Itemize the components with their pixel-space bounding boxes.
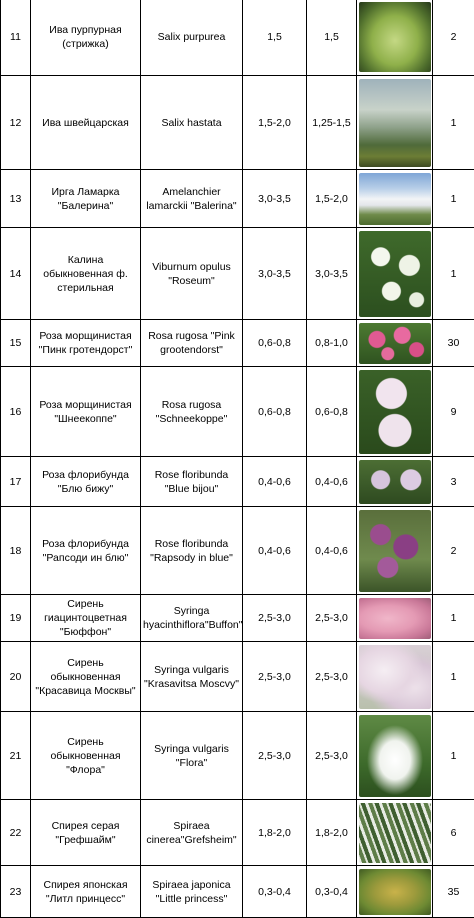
- width-value: 2,5-3,0: [307, 642, 357, 712]
- height-value: 1,5-2,0: [243, 76, 307, 170]
- height-value: 0,4-0,6: [243, 457, 307, 507]
- white-lilac-photo: [359, 715, 431, 797]
- quantity-value: 1: [433, 712, 474, 800]
- latin-name: Amelanchier lamarckii "Balerina": [141, 170, 243, 228]
- table-row: [1, 642, 474, 712]
- lilac-rose-photo: [359, 460, 431, 504]
- latin-name: Rosa rugosa "Pink grootendorst": [141, 320, 243, 367]
- russian-name: Роза флорибунда "Блю бижу": [31, 457, 141, 507]
- quantity-value: 1: [433, 76, 474, 170]
- width-value: 2,5-3,0: [307, 712, 357, 800]
- latin-name: Rose floribunda "Blue bijou": [141, 457, 243, 507]
- latin-name: Spiraea cinerea"Grefsheim": [141, 800, 243, 866]
- latin-name: Syringa hyacinthiflora"Buffon": [141, 595, 243, 642]
- row-number: 15: [1, 320, 31, 367]
- quantity-value: 30: [433, 320, 474, 367]
- height-value: 0,6-0,8: [243, 320, 307, 367]
- height-value: 1,5: [243, 0, 307, 76]
- green-shrub-photo: [359, 2, 431, 72]
- plant-photo-cell: [357, 367, 433, 457]
- height-value: 1,8-2,0: [243, 800, 307, 866]
- russian-name: Роза флорибунда "Рапсоди ин блю": [31, 507, 141, 595]
- table-row: [1, 228, 474, 320]
- plant-photo-cell: [357, 170, 433, 228]
- russian-name: Сирень гиацинтоцветная "Бюффон": [31, 595, 141, 642]
- russian-name: Роза морщинистая "Шнеекоппе": [31, 367, 141, 457]
- width-value: 0,4-0,6: [307, 457, 357, 507]
- russian-name: Сирень обыкновенная "Красавица Москвы": [31, 642, 141, 712]
- quantity-value: 1: [433, 642, 474, 712]
- width-value: 0,8-1,0: [307, 320, 357, 367]
- pale-lilac-photo: [359, 645, 431, 709]
- width-value: 2,5-3,0: [307, 595, 357, 642]
- plant-photo-cell: [357, 507, 433, 595]
- table-row: [1, 320, 474, 367]
- plant-photo-cell: [357, 712, 433, 800]
- plant-photo-cell: [357, 76, 433, 170]
- height-value: 0,3-0,4: [243, 866, 307, 918]
- plant-photo-cell: [357, 800, 433, 866]
- table-row: [1, 712, 474, 800]
- row-number: 20: [1, 642, 31, 712]
- quantity-value: 9: [433, 367, 474, 457]
- latin-name: Spiraea japonica "Little princess": [141, 866, 243, 918]
- plant-photo-cell: [357, 457, 433, 507]
- russian-name: Ива пурпурная (стрижка): [31, 0, 141, 76]
- table-row: [1, 595, 474, 642]
- width-value: 0,6-0,8: [307, 367, 357, 457]
- row-number: 11: [1, 0, 31, 76]
- row-number: 16: [1, 367, 31, 457]
- row-number: 13: [1, 170, 31, 228]
- quantity-value: 35: [433, 866, 474, 918]
- height-value: 3,0-3,5: [243, 228, 307, 320]
- plant-photo-cell: [357, 595, 433, 642]
- plant-photo-cell: [357, 866, 433, 918]
- width-value: 1,25-1,5: [307, 76, 357, 170]
- width-value: 0,3-0,4: [307, 866, 357, 918]
- pink-rose-photo: [359, 323, 431, 364]
- plant-photo-cell: [357, 228, 433, 320]
- width-value: 1,8-2,0: [307, 800, 357, 866]
- height-value: 3,0-3,5: [243, 170, 307, 228]
- height-value: 2,5-3,0: [243, 712, 307, 800]
- width-value: 1,5-2,0: [307, 170, 357, 228]
- latin-name: Syringa vulgaris "Krasavitsa Moscvy": [141, 642, 243, 712]
- pink-lilac-photo: [359, 598, 431, 639]
- height-value: 2,5-3,0: [243, 642, 307, 712]
- russian-name: Роза морщинистая "Пинк гротендорст": [31, 320, 141, 367]
- width-value: 3,0-3,5: [307, 228, 357, 320]
- russian-name: Спирея серая "Грефшайм": [31, 800, 141, 866]
- silver-shrub-photo: [359, 79, 431, 167]
- russian-name: Ива швейцарская: [31, 76, 141, 170]
- width-value: 1,5: [307, 0, 357, 76]
- purple-rose-photo: [359, 510, 431, 592]
- table-row: [1, 457, 474, 507]
- latin-name: Rose floribunda "Rapsody in blue": [141, 507, 243, 595]
- row-number: 22: [1, 800, 31, 866]
- height-value: 0,6-0,8: [243, 367, 307, 457]
- table-row: [1, 76, 474, 170]
- table-row: [1, 866, 474, 918]
- table-row: [1, 800, 474, 866]
- row-number: 21: [1, 712, 31, 800]
- quantity-value: 6: [433, 800, 474, 866]
- russian-name: Калина обыкновенная ф. стерильная: [31, 228, 141, 320]
- latin-name: Syringa vulgaris "Flora": [141, 712, 243, 800]
- width-value: 0,4-0,6: [307, 507, 357, 595]
- quantity-value: 1: [433, 595, 474, 642]
- quantity-value: 2: [433, 507, 474, 595]
- quantity-value: 2: [433, 0, 474, 76]
- height-value: 2,5-3,0: [243, 595, 307, 642]
- russian-name: Сирень обыкновенная "Флора": [31, 712, 141, 800]
- white-snowball-photo: [359, 231, 431, 317]
- table-row: [1, 0, 474, 76]
- latin-name: Salix hastata: [141, 76, 243, 170]
- table-row: [1, 170, 474, 228]
- row-number: 19: [1, 595, 31, 642]
- quantity-value: 1: [433, 170, 474, 228]
- row-number: 12: [1, 76, 31, 170]
- russian-name: Спирея японская "Литл принцесс": [31, 866, 141, 918]
- row-number: 23: [1, 866, 31, 918]
- table-row: [1, 507, 474, 595]
- plant-photo-cell: [357, 320, 433, 367]
- height-value: 0,4-0,6: [243, 507, 307, 595]
- row-number: 14: [1, 228, 31, 320]
- quantity-value: 1: [433, 228, 474, 320]
- quantity-value: 3: [433, 457, 474, 507]
- pale-rose-photo: [359, 370, 431, 454]
- russian-name: Ирга Ламарка "Балерина": [31, 170, 141, 228]
- plant-photo-cell: [357, 642, 433, 712]
- white-spirea-photo: [359, 803, 431, 863]
- row-number: 17: [1, 457, 31, 507]
- latin-name: Viburnum opulus "Roseum": [141, 228, 243, 320]
- white-blossom-tree-photo: [359, 173, 431, 225]
- row-number: 18: [1, 507, 31, 595]
- latin-name: Salix purpurea: [141, 0, 243, 76]
- table-row: [1, 367, 474, 457]
- latin-name: Rosa rugosa "Schneekoppe": [141, 367, 243, 457]
- pink-spirea-photo: [359, 869, 431, 915]
- plant-photo-cell: [357, 0, 433, 76]
